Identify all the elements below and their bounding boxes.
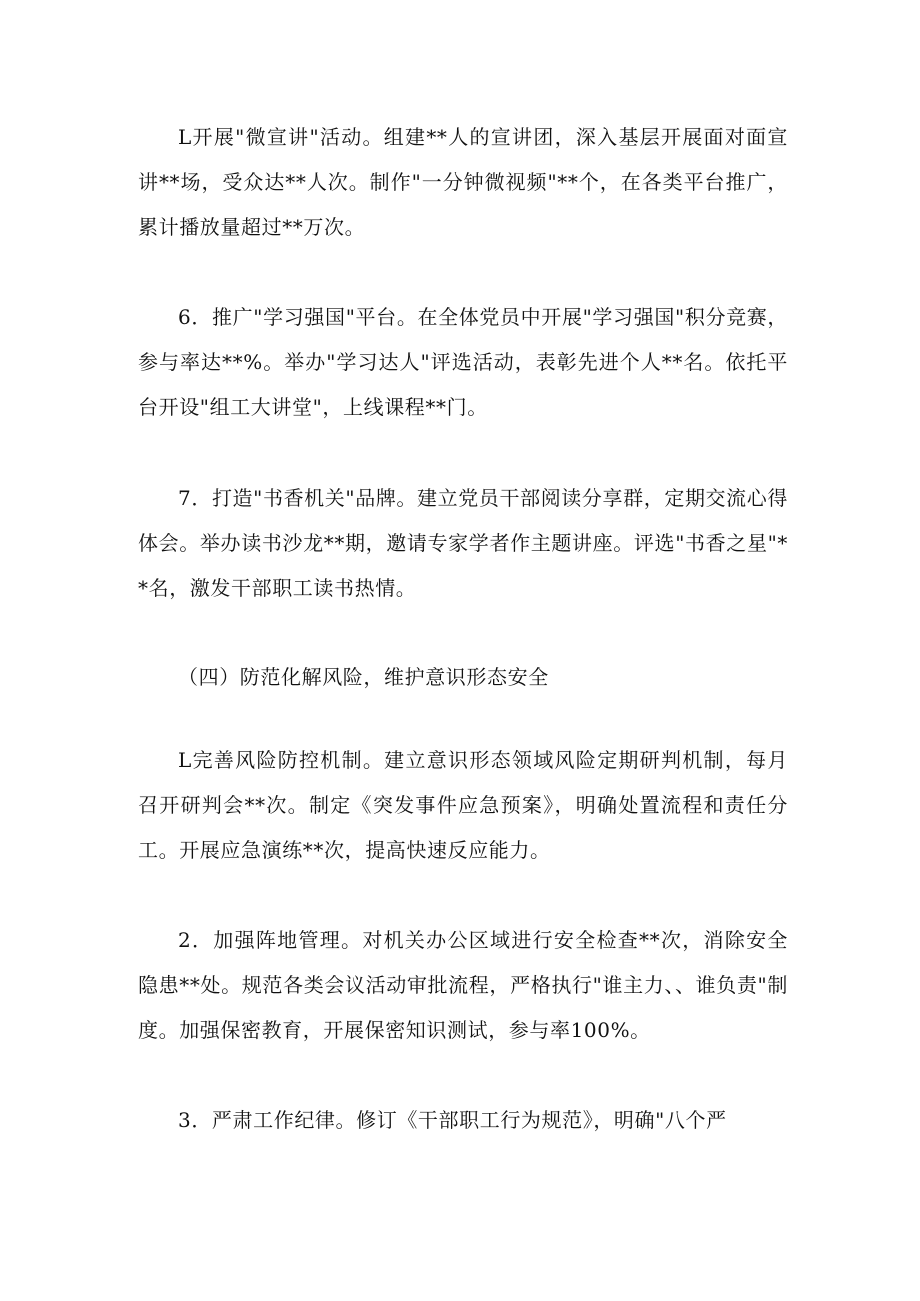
- paragraph-micro-lecture: L开展"微宣讲"活动。组建**人的宣讲团，深入基层开展面对面宣讲**场，受众达**人次。制作"一分钟微视频"**个，在各类平台推广，累计播放量超过**万次。: [138, 125, 788, 239]
- paragraph-study-platform: 6．推广"学习强国"平台。在全体党员中开展"学习强国"积分竞赛，参与率达**%。举办"学习达人"评选活动，表彰先进个人**名。依托平台开设"组工大讲堂"，上线课程**门。: [138, 305, 788, 419]
- paragraph-work-discipline: 3．严肃工作纪律。修订《干部职工行为规范》，明确"八个严: [178, 1108, 727, 1132]
- paragraph-reading-brand: 7．打造"书香机关"品牌。建立党员干部阅读分享群，定期交流心得体会。举办读书沙龙**期，邀请专家学者作主题讲座。评选"书香之星"**名，激发干部职工读书热情。: [138, 486, 788, 600]
- paragraph-position-management: 2．加强阵地管理。对机关办公区域进行安全检查**次，消除安全隐患**处。规范各类会议活动审批流程，严格执行"谁主力、、谁负责"制度。加强保密教育，开展保密知识测试，参与率100%。: [138, 928, 788, 1042]
- paragraph-risk-control: L完善风险防控机制。建立意识形态领域风险定期研判机制，每月召开研判会**次。制定《突发事件应急预案》，明确处置流程和责任分工。开展应急演练**次，提高快速反应能力。: [138, 748, 788, 862]
- section-heading-risk: （四）防范化解风险，维护意识形态安全: [178, 665, 549, 689]
